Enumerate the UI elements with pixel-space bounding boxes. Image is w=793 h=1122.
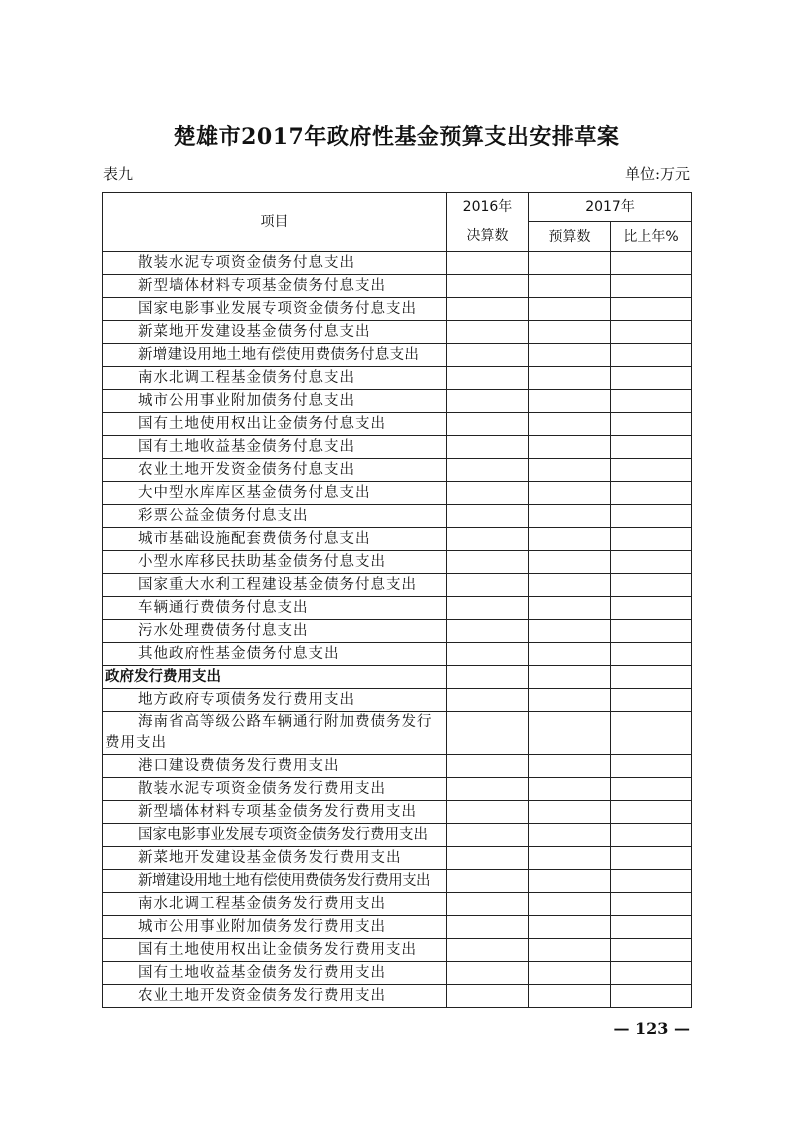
cell-ratio [611, 252, 692, 275]
category-label: 政府发行费用支出 [103, 666, 447, 689]
header-ratio: 比上年% [611, 222, 692, 252]
header-item: 项目 [103, 193, 447, 252]
cell-final [447, 597, 529, 620]
table-row [103, 643, 692, 666]
row-label: 散装水泥专项资金债务发行费用支出 [103, 778, 447, 801]
cell-ratio [611, 505, 692, 528]
cell-budget [529, 962, 611, 985]
row-label: 新菜地开发建设基金债务发行费用支出 [103, 847, 447, 870]
cell-ratio [611, 712, 692, 755]
header-row-1 [103, 193, 692, 222]
table-label: 表九 [103, 165, 134, 183]
cell-budget [529, 597, 611, 620]
cell-budget [529, 643, 611, 666]
row-label: 国有土地收益基金债务付息支出 [103, 436, 447, 459]
header-2016: 2016年 [447, 193, 529, 222]
cell-budget [529, 482, 611, 505]
cell-budget [529, 712, 611, 755]
row-label: 新增建设用地土地有偿使用费债务付息支出 [103, 344, 447, 367]
cell-budget [529, 459, 611, 482]
cell-ratio [611, 275, 692, 298]
row-label: 港口建设费债务发行费用支出 [103, 755, 447, 778]
table-row [103, 597, 692, 620]
row-label: 新增建设用地土地有偿使用费债务发行费用支出 [103, 870, 447, 893]
cell-final [447, 985, 529, 1008]
row-label: 国家电影事业发展专项资金债务发行费用支出 [103, 824, 447, 847]
cell-final [447, 962, 529, 985]
cell-ratio [611, 620, 692, 643]
row-label: 国有土地使用权出让金债务发行费用支出 [103, 939, 447, 962]
cell-ratio [611, 436, 692, 459]
row-label: 南水北调工程基金债务付息支出 [103, 367, 447, 390]
cell-final [447, 459, 529, 482]
table-row [103, 847, 692, 870]
row-label: 国有土地收益基金债务发行费用支出 [103, 962, 447, 985]
cell-final [447, 321, 529, 344]
cell-budget [529, 939, 611, 962]
cell-ratio [611, 459, 692, 482]
table-row [103, 344, 692, 367]
table-row [103, 436, 692, 459]
unit-label: 单位:万元 [624, 165, 690, 183]
cell-budget [529, 436, 611, 459]
table-row [103, 824, 692, 847]
cell-final [447, 778, 529, 801]
cell-final [447, 666, 529, 689]
cell-budget [529, 847, 611, 870]
table-row [103, 298, 692, 321]
category-row [103, 666, 692, 689]
page-number: — 123 — [613, 1019, 690, 1038]
cell-budget [529, 778, 611, 801]
cell-budget [529, 574, 611, 597]
table-row [103, 870, 692, 893]
table-row [103, 689, 692, 712]
table-row [103, 275, 692, 298]
table-row [103, 252, 692, 275]
row-label: 其他政府性基金债务付息支出 [103, 643, 447, 666]
cell-ratio [611, 390, 692, 413]
table-row [103, 321, 692, 344]
table-row [103, 712, 692, 755]
row-label: 农业土地开发资金债务付息支出 [103, 459, 447, 482]
cell-ratio [611, 367, 692, 390]
cell-budget [529, 689, 611, 712]
row-label: 国家重大水利工程建设基金债务付息支出 [103, 574, 447, 597]
cell-ratio [611, 413, 692, 436]
table-row [103, 528, 692, 551]
cell-budget [529, 528, 611, 551]
cell-budget [529, 505, 611, 528]
table-row [103, 505, 692, 528]
cell-final [447, 755, 529, 778]
row-label: 新菜地开发建设基金债务付息支出 [103, 321, 447, 344]
cell-ratio [611, 551, 692, 574]
cell-final [447, 801, 529, 824]
cell-ratio [611, 847, 692, 870]
cell-final [447, 390, 529, 413]
cell-final [447, 893, 529, 916]
cell-budget [529, 916, 611, 939]
cell-final [447, 712, 529, 755]
row-label: 新型墙体材料专项基金债务付息支出 [103, 275, 447, 298]
cell-ratio [611, 985, 692, 1008]
page-title: 楚雄市2017年政府性基金预算支出安排草案 [173, 124, 620, 150]
row-label: 国有土地使用权出让金债务付息支出 [103, 413, 447, 436]
row-label: 城市公用事业附加债务发行费用支出 [103, 916, 447, 939]
cell-final [447, 574, 529, 597]
table-row [103, 482, 692, 505]
header-2017: 2017年 [529, 193, 692, 222]
cell-final [447, 847, 529, 870]
cell-budget [529, 275, 611, 298]
cell-ratio [611, 893, 692, 916]
cell-budget [529, 620, 611, 643]
cell-ratio [611, 666, 692, 689]
cell-budget [529, 252, 611, 275]
table-row [103, 916, 692, 939]
cell-final [447, 367, 529, 390]
row-label: 南水北调工程基金债务发行费用支出 [103, 893, 447, 916]
row-label: 污水处理费债务付息支出 [103, 620, 447, 643]
cell-ratio [611, 528, 692, 551]
cell-ratio [611, 689, 692, 712]
table-row [103, 778, 692, 801]
cell-final [447, 482, 529, 505]
cell-ratio [611, 962, 692, 985]
cell-ratio [611, 916, 692, 939]
cell-budget [529, 298, 611, 321]
row-label: 大中型水库库区基金债务付息支出 [103, 482, 447, 505]
cell-final [447, 413, 529, 436]
cell-ratio [611, 321, 692, 344]
cell-final [447, 505, 529, 528]
cell-ratio [611, 755, 692, 778]
cell-final [447, 916, 529, 939]
header-budget: 预算数 [529, 222, 611, 252]
cell-final [447, 436, 529, 459]
table-row [103, 755, 692, 778]
row-label: 散装水泥专项资金债务付息支出 [103, 252, 447, 275]
row-label: 海南省高等级公路车辆通行附加费债务发行费用支出 [103, 712, 447, 755]
cell-budget [529, 367, 611, 390]
cell-budget [529, 551, 611, 574]
cell-ratio [611, 778, 692, 801]
cell-budget [529, 870, 611, 893]
table-row [103, 551, 692, 574]
cell-final [447, 344, 529, 367]
cell-final [447, 620, 529, 643]
header-final: 决算数 [447, 222, 529, 252]
table-row [103, 574, 692, 597]
cell-budget [529, 321, 611, 344]
row-label: 彩票公益金债务付息支出 [103, 505, 447, 528]
cell-ratio [611, 939, 692, 962]
table-row [103, 367, 692, 390]
cell-budget [529, 755, 611, 778]
row-label: 车辆通行费债务付息支出 [103, 597, 447, 620]
cell-budget [529, 801, 611, 824]
table-row [103, 620, 692, 643]
row-label: 农业土地开发资金债务发行费用支出 [103, 985, 447, 1008]
table-row [103, 413, 692, 436]
table-row [103, 939, 692, 962]
cell-ratio [611, 344, 692, 367]
row-label: 国家电影事业发展专项资金债务付息支出 [103, 298, 447, 321]
cell-budget [529, 666, 611, 689]
cell-ratio [611, 298, 692, 321]
cell-budget [529, 824, 611, 847]
cell-budget [529, 413, 611, 436]
cell-budget [529, 390, 611, 413]
cell-final [447, 252, 529, 275]
cell-ratio [611, 597, 692, 620]
table-row [103, 893, 692, 916]
cell-final [447, 528, 529, 551]
cell-ratio [611, 801, 692, 824]
table-row [103, 985, 692, 1008]
cell-ratio [611, 824, 692, 847]
table-row [103, 390, 692, 413]
row-label: 小型水库移民扶助基金债务付息支出 [103, 551, 447, 574]
cell-ratio [611, 643, 692, 666]
table-row [103, 801, 692, 824]
cell-final [447, 298, 529, 321]
row-label: 城市公用事业附加债务付息支出 [103, 390, 447, 413]
table-row [103, 459, 692, 482]
cell-final [447, 824, 529, 847]
cell-final [447, 939, 529, 962]
cell-budget [529, 893, 611, 916]
row-label: 新型墙体材料专项基金债务发行费用支出 [103, 801, 447, 824]
row-label: 地方政府专项债务发行费用支出 [103, 689, 447, 712]
cell-final [447, 689, 529, 712]
cell-budget [529, 985, 611, 1008]
row-label: 城市基础设施配套费债务付息支出 [103, 528, 447, 551]
budget-table [102, 192, 692, 1008]
cell-final [447, 275, 529, 298]
cell-ratio [611, 870, 692, 893]
cell-ratio [611, 482, 692, 505]
cell-final [447, 551, 529, 574]
cell-final [447, 643, 529, 666]
table-row [103, 962, 692, 985]
cell-ratio [611, 574, 692, 597]
cell-budget [529, 344, 611, 367]
cell-final [447, 870, 529, 893]
